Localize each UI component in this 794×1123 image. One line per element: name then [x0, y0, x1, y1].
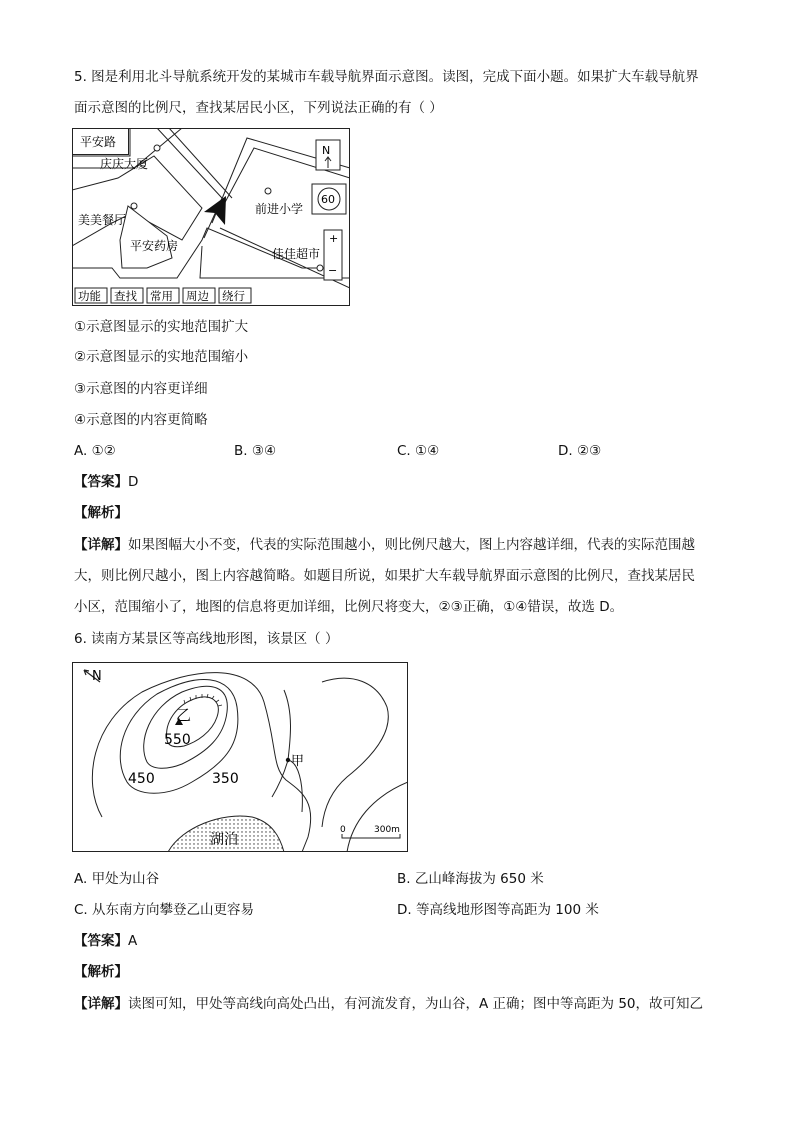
- q6-answer: [74, 932, 137, 950]
- contour-550: 550: [164, 732, 191, 748]
- btn-common: 常用: [150, 289, 173, 303]
- detail-text: 读图可知，甲处等高线向高处凸出，有河流发育，为山谷，A 正确；图中等高距为 50，故可知乙: [128, 996, 703, 1012]
- detail-tag: 【详解】: [74, 996, 128, 1012]
- answer-tag: 【答案】: [74, 474, 128, 490]
- detail-tag: 【详解】: [74, 537, 128, 553]
- north-label: N: [322, 144, 331, 157]
- q5-stem-line1: 5. 图是利用北斗导航系统开发的某城市车载导航界面示意图。读图，完成下面小题。如果扩大车载导航界: [74, 69, 699, 85]
- analysis-tag: 【解析】: [74, 964, 128, 980]
- place-market: 佳佳超市: [272, 247, 321, 261]
- contour-450: 450: [128, 771, 155, 787]
- q5-detail-line1: [74, 536, 695, 554]
- q5-answer: [74, 473, 138, 491]
- place-pharmacy: 平安药房: [130, 239, 179, 253]
- q5-analysis-tag: [74, 504, 128, 522]
- zoom-in-button: +: [329, 232, 339, 245]
- q5-detail-line2: 大，则比例尺越小，图上内容越简略。如题目所说，如果扩大车载导航界面示意图的比例尺，查找某居民: [74, 568, 695, 584]
- north-label: N: [92, 669, 102, 684]
- q5-option-d: D. ②③: [558, 443, 602, 459]
- q5-statement-4: ④示意图的内容更简略: [74, 412, 208, 428]
- peak-label: 乙: [176, 706, 192, 724]
- q6-option-d: D. 等高线地形图等高距为 100 米: [397, 902, 599, 918]
- q6-analysis-tag: [74, 963, 128, 981]
- q5-statement-3: ③示意图的内容更详细: [74, 381, 208, 397]
- place-meimei: 美美餐厅: [78, 213, 127, 227]
- zoom-out-button: −: [328, 264, 338, 277]
- answer-value: A: [128, 933, 138, 949]
- speed-limit: 60: [321, 193, 335, 206]
- q5-detail-line3: 小区，范围缩小了，地图的信息将更加详细，比例尺将变大，②③正确，①④错误，故选 D。: [74, 599, 624, 615]
- road-label: 平安路: [80, 135, 117, 149]
- place-qingqing: 庆庆大厦: [100, 157, 149, 171]
- q6-detail-line1: [74, 995, 703, 1013]
- q6-stem: 6. 读南方某景区等高线地形图，该景区（ ）: [74, 631, 339, 647]
- btn-function: 功能: [78, 289, 101, 303]
- q5-stem-line2: 面示意图的比例尺，查找某居民小区，下列说法正确的有（ ）: [74, 100, 443, 116]
- q5-statement-2: ②示意图显示的实地范围缩小: [74, 349, 249, 365]
- detail-text: 如果图幅大小不变，代表的实际范围越小，则比例尺越大，图上内容越详细，代表的实际范围越: [128, 537, 695, 553]
- navigation-map: [72, 128, 350, 306]
- answer-tag: 【答案】: [74, 933, 128, 949]
- point-jia: 甲: [291, 754, 305, 769]
- q5-option-b: B. ③④: [234, 443, 277, 459]
- lake-label: 湖泊: [210, 832, 238, 848]
- btn-detour: 绕行: [222, 289, 245, 303]
- q5-statement-1: ①示意图显示的实地范围扩大: [74, 319, 249, 335]
- q6-option-c: C. 从东南方向攀登乙山更容易: [74, 902, 255, 918]
- btn-nearby: 周边: [186, 289, 209, 303]
- scale-zero: 0: [340, 825, 346, 835]
- contour-map: [72, 662, 408, 852]
- btn-search: 查找: [114, 289, 137, 303]
- answer-value: D: [128, 474, 139, 490]
- q5-option-c: C. ①④: [397, 443, 440, 459]
- q6-option-b: B. 乙山峰海拔为 650 米: [397, 871, 544, 887]
- analysis-tag: 【解析】: [74, 505, 128, 521]
- q6-option-a: A. 甲处为山谷: [74, 871, 160, 887]
- scale-length: 300m: [374, 825, 400, 835]
- contour-350: 350: [212, 771, 239, 787]
- place-school: 前进小学: [255, 202, 304, 216]
- q5-option-a: A. ①②: [74, 443, 116, 459]
